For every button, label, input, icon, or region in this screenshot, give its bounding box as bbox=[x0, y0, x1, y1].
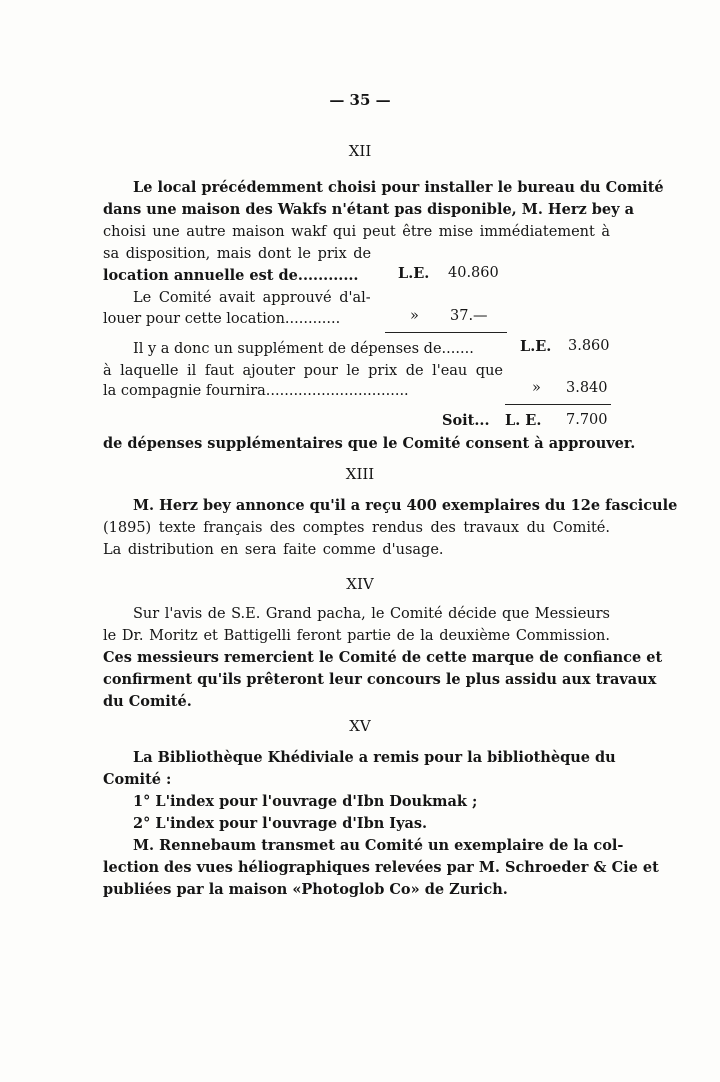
section-heading-xv: XV bbox=[349, 717, 371, 735]
sec14-line-1: Sur l'avis de S.E. Grand pacha, le Comité décide que Messieurs bbox=[133, 606, 610, 622]
sec12-row2-label: louer pour cette location............ bbox=[103, 311, 341, 327]
page-number: — 35 — bbox=[329, 91, 391, 109]
sec12-line-3: choisi une autre maison wakf qui peut être mise immédiatement à bbox=[103, 224, 610, 240]
sec13-line-2: (1895) texte français des comptes rendus des travaux du Comité. bbox=[103, 520, 610, 536]
sec12-total-value: 7.700 bbox=[566, 412, 608, 428]
subtotal-rule bbox=[385, 332, 507, 333]
sec12-total-label: Soit... bbox=[442, 412, 490, 429]
sec15-line-1: La Bibliothèque Khédiviale a remis pour la bibliothèque du bbox=[133, 749, 616, 766]
sec14-line-2: le Dr. Moritz et Battigelli feront partie de la deuxième Commission. bbox=[103, 628, 610, 644]
sec15-line-3: 1° L'index pour l'ouvrage d'Ibn Doukmak ; bbox=[133, 793, 478, 810]
sec12-total-currency: L. E. bbox=[505, 412, 542, 429]
sec12-row1-value: 40.860 bbox=[448, 265, 499, 281]
sec12-row4-currency: » bbox=[532, 380, 541, 396]
sec15-line-6: lection des vues héliographiques relevées par M. Schroeder & Cie et bbox=[103, 859, 659, 876]
sec15-line-4: 2° L'index pour l'ouvrage d'Ibn Iyas. bbox=[133, 815, 428, 832]
sec14-line-4: confirment qu'ils prêteront leur concours le plus assidu aux travaux bbox=[103, 671, 657, 688]
sec12-row4-label: la compagnie fournira............................... bbox=[103, 383, 409, 399]
sec12-line-2: dans une maison des Wakfs n'étant pas disponible, M. Herz bey a bbox=[103, 201, 635, 218]
sec15-line-5: M. Rennebaum transmet au Comité un exemplaire de la col- bbox=[133, 837, 624, 854]
sec12-row3-value: 3.860 bbox=[568, 338, 610, 354]
sec13-line-3: La distribution en sera faite comme d'usage. bbox=[103, 542, 444, 558]
section-heading-xiv: XIV bbox=[346, 575, 374, 593]
total-rule bbox=[505, 404, 611, 405]
sec12-line-6: Le Comité avait approuvé d'al- bbox=[133, 290, 371, 306]
section-heading-xii: XII bbox=[348, 142, 372, 160]
sec12-row2-value: 37.— bbox=[450, 308, 488, 324]
sec12-row4-value: 3.840 bbox=[566, 380, 608, 396]
sec12-row2-currency: » bbox=[410, 308, 419, 324]
sec15-line-2: Comité : bbox=[103, 771, 172, 788]
sec12-line-4: sa disposition, mais dont le prix de bbox=[103, 246, 372, 262]
sec12-line-1: Le local précédemment choisi pour installer le bureau du Comité bbox=[133, 179, 664, 196]
sec12-row3-label: Il y a donc un supplément de dépenses de....... bbox=[133, 341, 474, 357]
sec12-row1-label: location annuelle est de............ bbox=[103, 267, 359, 284]
sec12-line-9: à laquelle il faut ajouter pour le prix de l'eau que bbox=[103, 363, 503, 379]
sec13-line-1: M. Herz bey annonce qu'il a reçu 400 exemplaires du 12e fascicule bbox=[133, 497, 678, 514]
sec14-line-5: du Comité. bbox=[103, 693, 192, 710]
sec14-line-3: Ces messieurs remercient le Comité de cette marque de confiance et bbox=[103, 649, 663, 666]
sec12-row3-currency: L.E. bbox=[520, 338, 552, 355]
sec12-row1-currency: L.E. bbox=[398, 265, 430, 282]
sec12-line-12: de dépenses supplémentaires que le Comité consent à approuver. bbox=[103, 435, 636, 452]
section-heading-xiii: XIII bbox=[345, 465, 375, 483]
sec15-line-7: publiées par la maison «Photoglob Co» de Zurich. bbox=[103, 881, 508, 898]
